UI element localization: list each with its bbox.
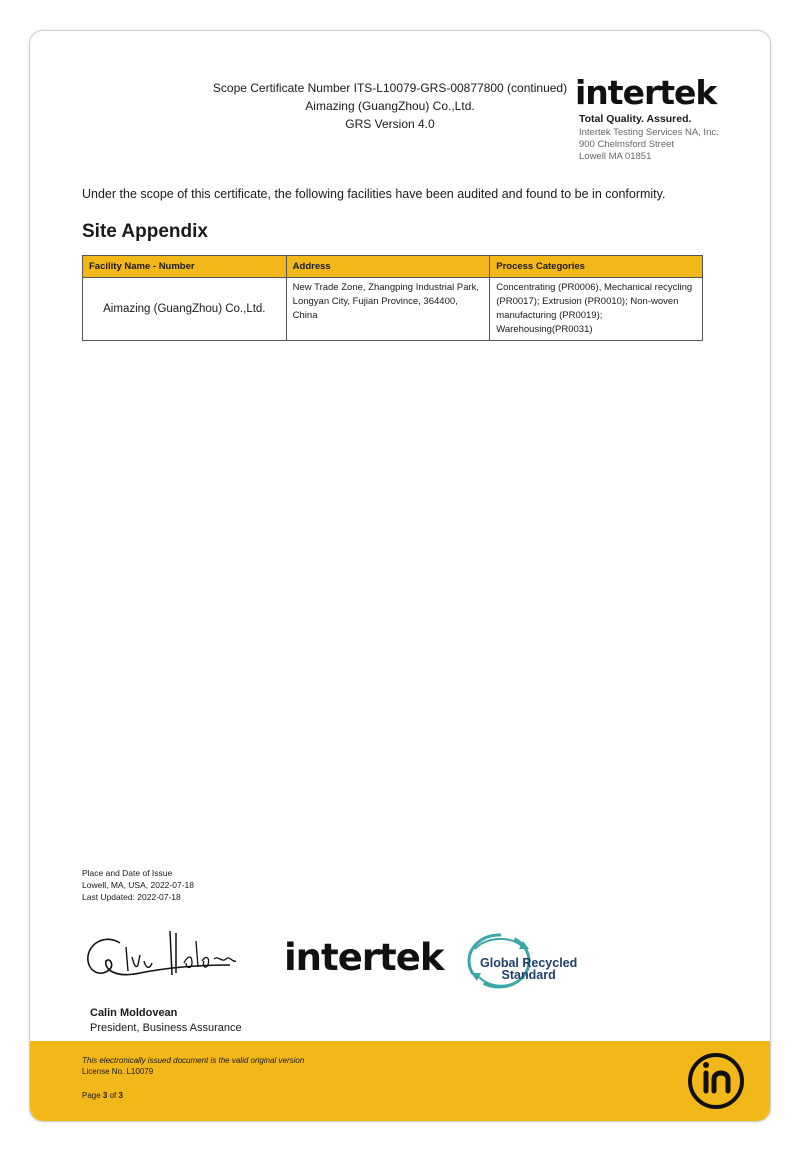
validity-note: This electronically issued document is the valid original version [82, 1056, 305, 1065]
issue-label: Place and Date of Issue [82, 868, 173, 878]
address-line: Lowell MA 01851 [579, 151, 652, 162]
col-header-address: Address [286, 256, 490, 278]
signature-image [80, 927, 250, 985]
section-title: Site Appendix [82, 221, 208, 242]
issue-last-updated: Last Updated: 2022-07-18 [82, 892, 181, 902]
address-line: Intertek Testing Services NA, Inc. [579, 127, 719, 138]
grs-logo-line1: Global Recycled [480, 956, 578, 970]
signer-title: President, Business Assurance [90, 1022, 242, 1034]
address-line: 900 Chelmsford Street [579, 139, 675, 150]
grs-version: GRS Version 4.0 [345, 117, 435, 131]
footer-note [82, 1055, 304, 1077]
intro-statement: Under the scope of this certificate, the following facilities have been audited and found to be in conformity. [82, 187, 666, 201]
intertek-logo: intertek [575, 73, 717, 112]
brand-tagline: Total Quality. Assured. [579, 113, 692, 125]
company-name: Aimazing (GuangZhou) Co.,Ltd. [305, 99, 475, 113]
footer-band [30, 1041, 770, 1121]
intertek-logo-footer: intertek [284, 936, 444, 979]
issue-place-date: Lowell, MA, USA, 2022-07-18 [82, 880, 194, 890]
page-of: of [107, 1091, 119, 1100]
page-number: 3 [102, 1091, 108, 1100]
col-header-process: Process Categories [490, 256, 703, 278]
signer-block [90, 1006, 242, 1036]
certificate-header [190, 79, 590, 133]
grs-logo-text [480, 957, 577, 981]
grs-logo-line2: Standard [501, 968, 556, 982]
col-header-facility: Facility Name - Number [83, 256, 287, 278]
in-circle-logo-icon [686, 1051, 746, 1111]
scope-certificate-number: Scope Certificate Number ITS-L10079-GRS-00877800 (continued) [212, 81, 568, 95]
address-cell: New Trade Zone, Zhangping Industrial Park, Longyan City, Fujian Province, 364400, China [286, 278, 490, 341]
page-total: 3 [118, 1091, 123, 1100]
brand-address [579, 127, 765, 163]
certificate-page [29, 30, 771, 1122]
site-appendix-table [82, 255, 703, 341]
page-indicator [82, 1091, 123, 1100]
place-date-of-issue [82, 867, 194, 903]
page-prefix: Page [82, 1091, 103, 1100]
intertek-brand-block [575, 75, 765, 163]
table-row [83, 278, 703, 341]
license-number: License No. L10079 [82, 1067, 154, 1076]
facility-name-cell: Aimazing (GuangZhou) Co.,Ltd. [83, 278, 287, 341]
signer-name: Calin Moldovean [90, 1007, 178, 1019]
table-header-row [83, 256, 703, 278]
process-categories-cell: Concentrating (PR0006), Mechanical recycling (PR0017); Extrusion (PR0010); Non-woven manufacturing (PR0019); Warehousing(PR0031) [490, 278, 703, 341]
